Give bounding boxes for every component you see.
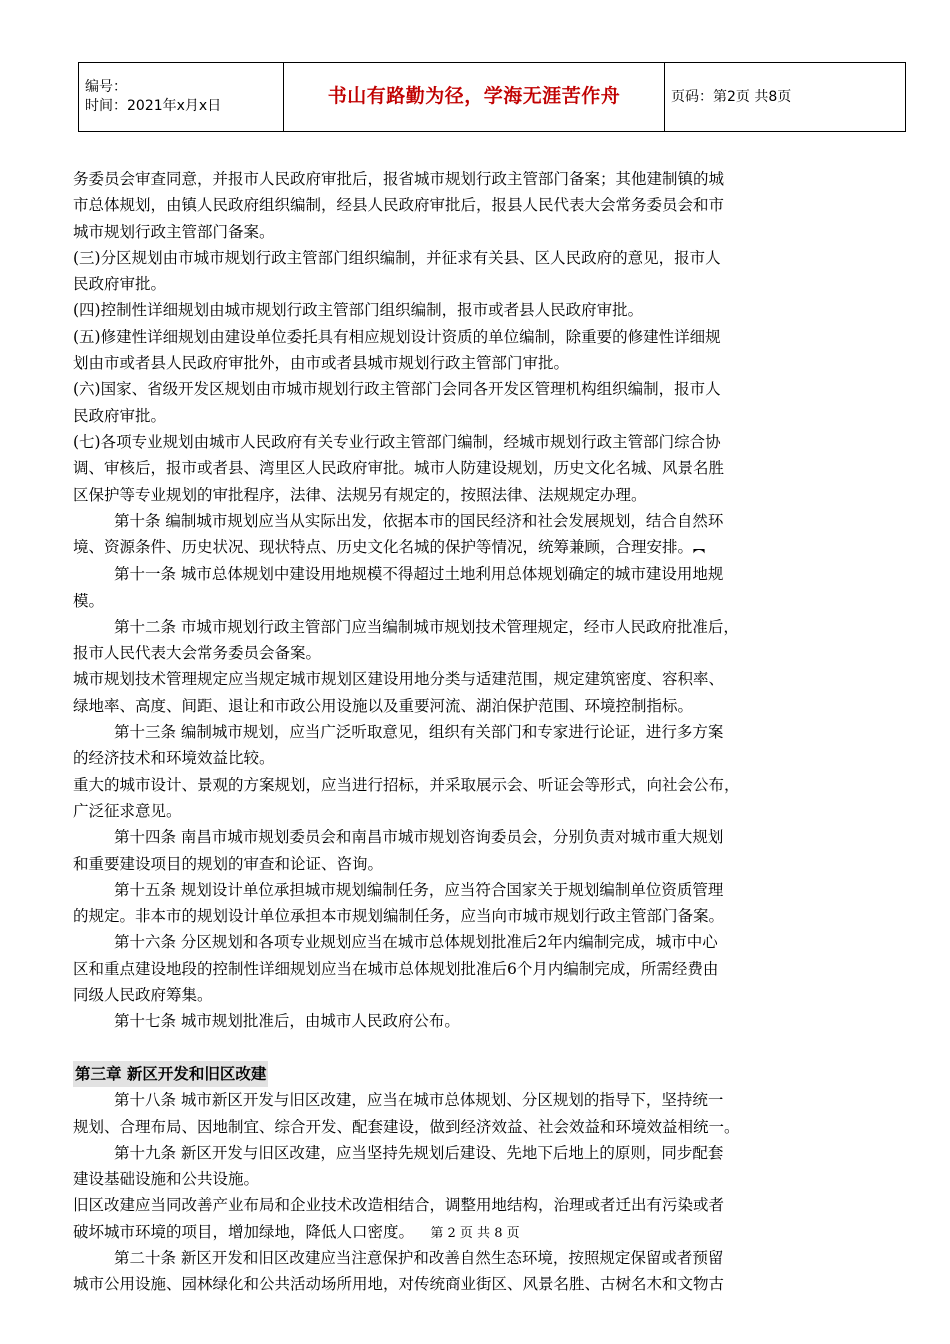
body-line-text: 区和重点建设地段的控制性详细规划应当在城市总体规划批准后6个月内编制完成，所需经费由	[73, 959, 719, 978]
body-line-text: 广泛征求意见。	[73, 801, 182, 820]
body-line-text: 第十七条 城市规划批准后，由城市人民政府公布。	[114, 1012, 460, 1031]
body-line	[73, 798, 881, 824]
body-line	[73, 297, 881, 323]
body-line	[73, 534, 881, 561]
body-line	[73, 1114, 881, 1140]
body-line-text: 规划、合理布局、因地制宜、综合开发、配套建设，做到经济效益、社会效益和环境效益相统一。	[73, 1117, 740, 1136]
body-line-text: 务委员会审查同意，并报市人民政府审批后，报省城市规划行政主管部门备案；其他建制镇的城	[73, 170, 725, 188]
body-line-text: 第十四条 南昌市城市规划委员会和南昌市城市规划咨询委员会，分别负责对城市重大规划	[114, 828, 724, 847]
body-line-text: (三)分区规划由市城市规划行政主管部门组织编制，并征求有关县、区人民政府的意见，报市人	[73, 248, 721, 267]
body-line-text: 的经济技术和环境效益比较。	[73, 749, 275, 768]
body-line-text: 重大的城市设计、景观的方案规划，应当进行招标，并采取展示会、听证会等形式，向社会公布，	[73, 775, 740, 794]
body-line	[73, 1166, 881, 1192]
body-line	[73, 588, 881, 614]
body-line	[73, 1271, 881, 1297]
body-line	[73, 640, 881, 666]
document-time-label: 时间：2021年x月x日	[85, 98, 222, 114]
body-line-text: 旧区改建应当同改善产业布局和企业技术改造相结合，调整用地结构，治理或者迁出有污染或者	[73, 1196, 725, 1215]
body-line	[73, 166, 881, 192]
body-line	[73, 956, 881, 982]
body-line-text: (七)各项专业规划由城市人民政府有关专业行政主管部门编制，经城市规划行政主管部门综合协	[73, 432, 721, 451]
body-line-text: 破坏城市环境的项目，增加绿地，降低人口密度。	[73, 1222, 415, 1241]
body-line	[73, 192, 881, 218]
header-page-cell	[665, 63, 906, 132]
body-line	[73, 877, 881, 903]
body-line-text: 模。	[73, 591, 105, 610]
body-line	[73, 219, 881, 245]
body-line-text: (六)国家、省级开发区规划由市城市规划行政主管部门会同各开发区管理机构组织编制，报市人	[73, 380, 721, 399]
body-line-text: 境、资源条件、历史状况、现状特点、历史文化名城的保护等情况，统筹兼顾，合理安排。	[73, 538, 694, 557]
annotation-mark-icon: ︻	[693, 541, 706, 555]
body-line	[73, 561, 881, 587]
body-line-text: 城市规划行政主管部门备案。	[73, 222, 275, 241]
blank-line	[73, 1035, 881, 1061]
body-line-text: 划由市或者县人民政府审批外，由市或者县城市规划行政主管部门审批。	[73, 354, 570, 373]
motto-text: 书山有路勤为径，学海无涯苦作舟	[327, 84, 621, 107]
body-line	[73, 824, 881, 850]
chapter-heading-line	[73, 1061, 881, 1087]
body-line	[73, 376, 881, 402]
chapter-heading: 第三章 新区开发和旧区改建	[73, 1061, 268, 1087]
body-line-text: 第十八条 城市新区开发与旧区改建，应当在城市总体规划、分区规划的指导下，坚持统一	[114, 1091, 724, 1110]
header-meta-cell	[79, 63, 284, 132]
body-line-text: 第十六条 分区规划和各项专业规划应当在城市总体规划批准后2年内编制完成，城市中心	[114, 933, 718, 952]
body-line-text: 第十二条 市城市规划行政主管部门应当编制城市规划技术管理规定，经市人民政府批准后，	[114, 617, 739, 636]
body-line	[73, 851, 881, 877]
body-line	[73, 929, 881, 955]
header-motto-cell	[284, 63, 665, 132]
page-footer: 第 2 页 共 8 页	[430, 1226, 520, 1241]
body-line-text: 城市规划技术管理规定应当规定城市规划区建设用地分类与适建范围，规定建筑密度、容积率、	[73, 670, 725, 689]
body-line-text: 城市公用设施、园林绿化和公共活动场所用地，对传统商业街区、风景名胜、古树名木和文物古	[73, 1275, 725, 1294]
body-line-text: 的规定。非本市的规划设计单位承担本市规划编制任务，应当向市城市规划行政主管部门备案。	[73, 907, 725, 926]
body-line	[73, 1087, 881, 1113]
body-line-text: 第十五条 规划设计单位承担城市规划编制任务，应当符合国家关于规划编制单位资质管理	[114, 880, 724, 899]
body-line-text: 报市人民代表大会常务委员会备案。	[73, 644, 322, 663]
body-line-text: (五)修建性详细规划由建设单位委托具有相应规划设计资质的单位编制，除重要的修建性详细规	[73, 327, 721, 346]
body-line	[73, 903, 881, 929]
body-line	[73, 693, 881, 719]
body-line	[73, 271, 881, 297]
body-line-text: 区保护等专业规划的审批程序，法律、法规另有规定的，按照法律、法规规定办理。	[73, 485, 647, 504]
body-line	[73, 666, 881, 692]
body-line	[73, 614, 881, 640]
body-line-text: 民政府审批。	[73, 275, 167, 294]
body-line	[73, 982, 881, 1008]
body-line	[73, 429, 881, 455]
body-line	[73, 350, 881, 376]
body-line	[73, 719, 881, 745]
document-body	[73, 166, 881, 1298]
page-number-label: 页码：第2页 共8页	[671, 88, 792, 105]
body-line-text: 同级人民政府筹集。	[73, 986, 213, 1005]
body-line	[73, 772, 881, 798]
body-line	[73, 1245, 881, 1271]
body-line-text: 绿地率、高度、间距、退让和市政公用设施以及重要河流、湖泊保护范围、环境控制指标。	[73, 696, 694, 715]
body-line	[73, 508, 881, 534]
body-line-text: (四)控制性详细规划由城市规划行政主管部门组织编制，报市或者县人民政府审批。	[73, 301, 644, 320]
body-line-text: 第十三条 编制城市规划，应当广泛听取意见，组织有关部门和专家进行论证，进行多方案	[114, 723, 724, 742]
body-line	[73, 1140, 881, 1166]
body-line	[73, 1192, 881, 1218]
body-line	[73, 1008, 881, 1034]
body-line-text: 调、审核后，报市或者县、湾里区人民政府审批。城市人防建设规划，历史文化名城、风景名胜	[73, 459, 725, 478]
body-line	[73, 245, 881, 271]
body-line	[73, 324, 881, 350]
body-line-text: 第十条 编制城市规划应当从实际出发，依据本市的国民经济和社会发展规划，结合自然环	[114, 511, 724, 530]
document-number-label: 编号：	[85, 79, 127, 95]
body-line-text: 第十一条 城市总体规划中建设用地规模不得超过土地利用总体规划确定的城市建设用地规	[114, 565, 724, 584]
body-line	[73, 482, 881, 508]
body-line	[73, 745, 881, 771]
body-line	[73, 455, 881, 481]
body-line-text: 民政府审批。	[73, 406, 167, 425]
body-line-text: 和重要建设项目的规划的审查和论证、咨询。	[73, 854, 384, 873]
body-line-text: 建设基础设施和公共设施。	[73, 1170, 260, 1189]
body-line	[73, 403, 881, 429]
body-line-text: 市总体规划，由镇人民政府组织编制，经县人民政府审批后，报县人民代表大会常务委员会和市	[73, 196, 725, 215]
body-line-text: 第十九条 新区开发与旧区改建，应当坚持先规划后建设、先地下后地上的原则，同步配套	[114, 1143, 724, 1162]
header-table	[78, 62, 906, 132]
body-line-text: 第二十条 新区开发和旧区改建应当注意保护和改善自然生态环境，按照规定保留或者预留	[114, 1249, 724, 1268]
